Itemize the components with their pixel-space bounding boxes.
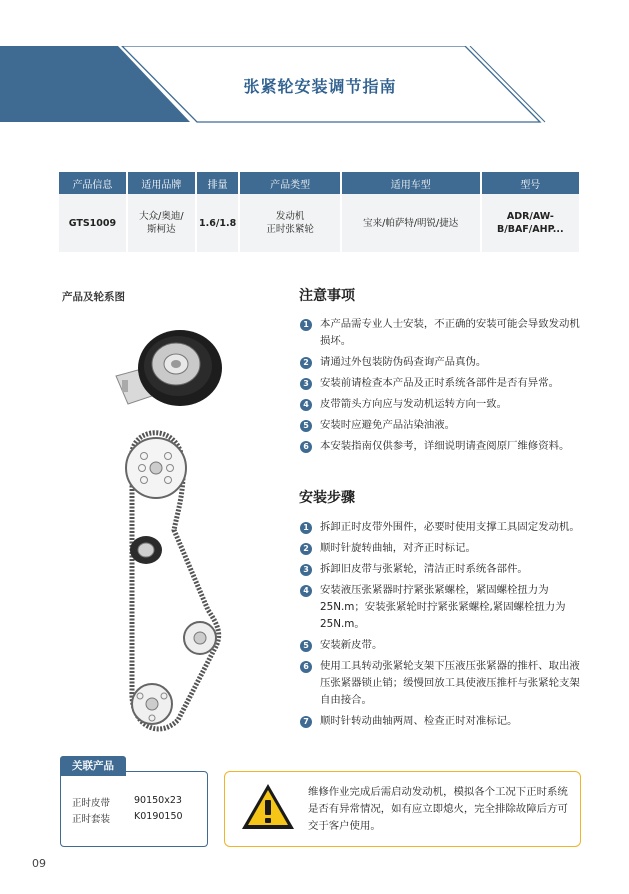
cell-brand: [128, 194, 195, 252]
list-item: [300, 375, 585, 392]
list-item: [300, 713, 590, 730]
list-item: [300, 396, 585, 413]
number-badge-icon: 1: [300, 522, 312, 534]
list-item: [300, 582, 590, 633]
list-item-text: 本产品需专业人士安装，不正确的安装可能会导致发动机损坏。: [320, 318, 580, 347]
cell-part-number: [482, 194, 579, 252]
list-item: [300, 540, 590, 557]
number-badge-icon: 5: [300, 640, 312, 652]
number-badge-icon: 2: [300, 543, 312, 555]
list-item-text: 安装新皮带。: [320, 639, 383, 651]
product-table: [57, 172, 581, 252]
notes-list: [300, 316, 585, 459]
table-header: 型号: [482, 172, 579, 194]
table-header: 适用品牌: [128, 172, 195, 194]
page-title: 张紧轮安装调节指南: [243, 77, 397, 96]
type-line: 发动机: [275, 211, 305, 222]
steps-title: 安装步骤: [299, 490, 355, 506]
number-badge-icon: 3: [300, 564, 312, 576]
list-item: [300, 438, 585, 455]
page-number: 09: [32, 857, 46, 870]
related-products-title: 关联产品: [60, 756, 126, 776]
list-item-text: 皮带箭头方向应与发动机运转方向一致。: [320, 398, 508, 410]
related-row-code: K0190150: [134, 811, 183, 822]
number-badge-icon: 6: [300, 441, 312, 453]
related-row-label: 正时套装: [72, 814, 111, 825]
notes-title: 注意事项: [299, 288, 355, 304]
list-item-text: 拆卸旧皮带与张紧轮，清洁正时系统各部件。: [320, 563, 528, 575]
cell-displacement: 1.6/1.8: [197, 194, 239, 252]
list-item-text: 顺时针转动曲轴两周、检查正时对准标记。: [320, 715, 518, 727]
belt-system-image: [118, 420, 230, 740]
number-badge-icon: 3: [300, 378, 312, 390]
cell-models: 宝来/帕萨特/明锐/捷达: [342, 194, 480, 252]
tensioner-pulley-image: [108, 318, 228, 418]
list-item-text: 本安装指南仅供参考，详细说明请查阅原厂维修资料。: [320, 440, 570, 452]
list-item-text: 安装液压张紧器时拧紧张紧螺栓，紧固螺栓扭力为25N.m；安装张紧轮时拧紧张紧螺栓,紧固螺栓扭力为25N.m。: [320, 584, 566, 630]
steps-list: [300, 519, 590, 734]
table-header: 产品信息: [59, 172, 126, 194]
related-row-label: 正时皮带: [72, 798, 111, 809]
table-header: 适用车型: [342, 172, 480, 194]
list-item: [300, 561, 590, 578]
brand-line: 斯柯达: [147, 224, 176, 235]
related-products-box: [60, 771, 208, 847]
list-item: [300, 316, 585, 350]
cell-type: [240, 194, 339, 252]
list-item-text: 安装时应避免产品沾染油液。: [320, 419, 456, 431]
list-item: [300, 354, 585, 371]
brand-line: 大众/奥迪/: [139, 211, 184, 222]
part-line: ADR/AW-: [506, 211, 554, 222]
number-badge-icon: 6: [300, 661, 312, 673]
list-item-text: 拆卸正时皮带外围件，必要时使用支撑工具固定发动机。: [320, 521, 580, 533]
list-item-text: 安装前请检查本产品及正时系统各部件是否有异常。: [320, 377, 559, 389]
number-badge-icon: 4: [300, 585, 312, 597]
part-line: B/BAF/AHP...: [497, 224, 564, 235]
number-badge-icon: 4: [300, 399, 312, 411]
number-badge-icon: 1: [300, 319, 312, 331]
table-header: 排量: [197, 172, 239, 194]
diagram-title: 产品及轮系图: [62, 291, 125, 303]
cell-product-info: GTS1009: [59, 194, 126, 252]
number-badge-icon: 2: [300, 357, 312, 369]
list-item-text: 使用工具转动张紧轮支架下压液压张紧器的推杆、取出液压张紧器锁止销；缓慢回放工具使液压推杆与张紧轮支架自由接合。: [320, 660, 580, 706]
list-item: [300, 519, 590, 536]
warning-triangle-icon: [240, 782, 296, 832]
table-header-row: [59, 172, 579, 194]
table-row: [59, 194, 579, 252]
list-item: [300, 417, 585, 434]
table-header: 产品类型: [240, 172, 339, 194]
list-item-text: 请通过外包装防伪码查询产品真伪。: [320, 356, 487, 368]
number-badge-icon: 7: [300, 716, 312, 728]
list-item: [300, 658, 590, 709]
number-badge-icon: 5: [300, 420, 312, 432]
list-item-text: 顺时针旋转曲轴，对齐正时标记。: [320, 542, 476, 554]
related-row-code: 90150x23: [134, 795, 182, 806]
warning-text: 维修作业完成后需启动发动机，模拟各个工况下正时系统是否有异常情况，如有应立即熄火，完全排除故障后方可交于客户使用。: [308, 786, 568, 832]
list-item: [300, 637, 590, 654]
type-line: 正时张紧轮: [266, 224, 314, 235]
